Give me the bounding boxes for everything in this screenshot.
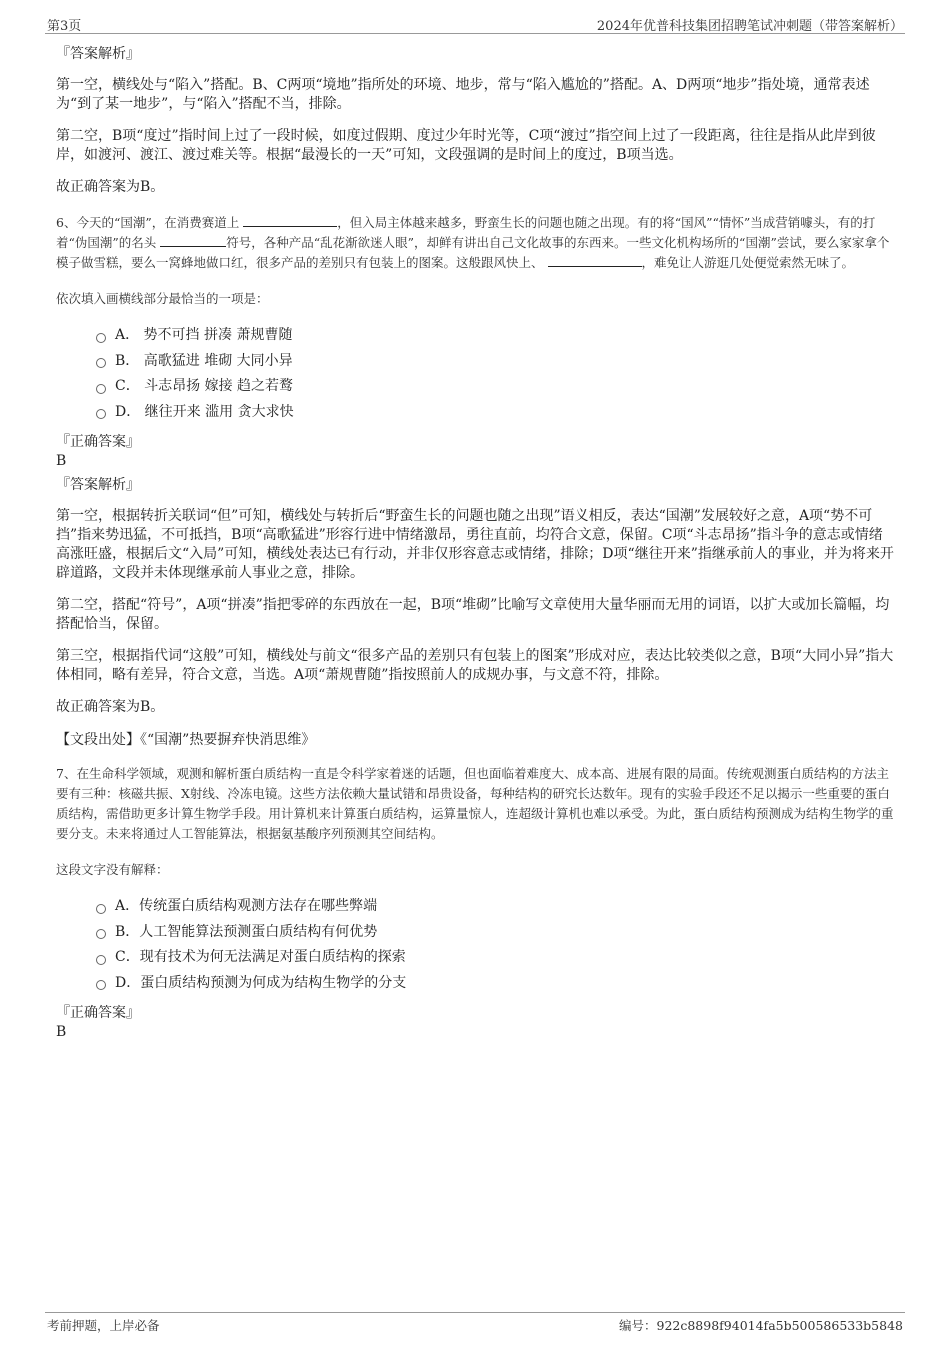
radio-icon[interactable]	[96, 384, 106, 394]
q7-option-a[interactable]: A．传统蛋白质结构观测方法存在哪些弊端	[96, 894, 896, 920]
radio-icon[interactable]	[96, 929, 106, 939]
q6-correct-answer: B	[56, 453, 67, 469]
radio-icon[interactable]	[96, 333, 106, 343]
q7-correct-answer: B	[56, 1024, 67, 1040]
footer-code: 编号：922c8898f94014fa5b500586533b5848	[619, 1318, 903, 1333]
q6-analysis-p1: 第一空，根据转折关联词“但”可知，横线处与转折后“野蛮生长的问题也随之出现”语义相反，表达“国潮”发展较好之意，A项“势不可挡”指来势迅猛，不可抵挡，B项“高歌猛进”形容行进中情绪激昂，勇往直前，均符合文意，保留。C项“斗志昂扬”指斗争的意志或情绪高涨旺盛，根据后文“入局”可知，横线处表达已有行动，并非仅形容意志或情绪，排除；D项“继往开来”指继承前人的事业，并为将来开辟道路，文段并未体现继承前人事业之意，排除。	[56, 508, 894, 581]
q6-prompt: 依次填入画横线部分最恰当的一项是：	[56, 291, 269, 306]
q5-conclusion: 故正确答案为B。	[56, 179, 165, 195]
q6-conclusion: 故正确答案为B。	[56, 699, 165, 715]
radio-icon[interactable]	[96, 980, 106, 990]
q6-option-a[interactable]: A． 势不可挡 拼凑 萧规曹随	[96, 323, 896, 349]
q6-correct-label: 『正确答案』	[56, 434, 140, 450]
q7-option-c[interactable]: C．现有技术为何无法满足对蛋白质结构的探索	[96, 945, 896, 971]
blank-2	[160, 235, 226, 247]
page-header	[45, 14, 905, 34]
q6-option-d[interactable]: D． 继往开来 滥用 贪大求快	[96, 400, 896, 426]
radio-icon[interactable]	[96, 955, 106, 965]
blank-3	[548, 255, 642, 267]
q5-analysis-p2: 第二空，B项“度过”指时间上过了一段时候，如度过假期、度过少年时光等，C项“渡过”指空间上过了一段距离，往往是指从此岸到彼岸，如渡河、渡江、渡过难关等。根据“最漫长的一天”可知，文段强调的是时间上的度过，B项当选。	[56, 128, 876, 163]
q6-analysis-p3: 第三空，根据指代词“这般”可知，横线处与前文“很多产品的差别只有包装上的图案”形成对应，表达比较类似之意，B项“大同小异”指大体相同，略有差异，符合文意，当选。A项“萧规曹随”指按照前人的成规办事，与文意不符，排除。	[56, 648, 894, 683]
q6-analysis-p2: 第二空，搭配“符号”，A项“拼凑”指把零碎的东西放在一起，B项“堆砌”比喻写文章使用大量华丽而无用的词语，以扩大或加长篇幅，均搭配恰当，保留。	[56, 597, 890, 632]
q6-source: 【文段出处】《“国潮”热要摒弃快消思维》	[56, 732, 316, 748]
q6-analysis-label: 『答案解析』	[56, 477, 140, 493]
q6-options	[96, 323, 896, 425]
q7-correct-label: 『正确答案』	[56, 1005, 140, 1021]
q6-question: 6、今天的“国潮”，在消费赛道上 ，但入局主体越来越多，野蛮生长的问题也随之出现。有的将“国风”“情怀”当成营销噱头，有的打着“伪国潮”的名头 符号，各种产品“乱花渐欲迷人眼”，却鲜有讲出自己文化故事的东西来。一些文化机构场所的“国潮”尝试，要么家家拿个模子做雪糕，要么一窝蜂地做口红，很多产品的差别只有包装上的图案。这般跟风快上、 ，难免让人游逛几处便觉索然无味了。	[56, 215, 890, 270]
q7-option-d[interactable]: D．蛋白质结构预测为何成为结构生物学的分支	[96, 971, 896, 997]
radio-icon[interactable]	[96, 409, 106, 419]
q7-question: 7、在生命科学领域，观测和解析蛋白质结构一直是令科学家着迷的话题，但也面临着难度大、成本高、进展有限的局面。传统观测蛋白质结构的方法主要有三种：核磁共振、X射线、冷冻电镜。这些方法依赖大量试错和昂贵设备，每种结构的研究长达数年。现有的实验手段还不足以揭示一些重要的蛋白质结构，需借助更多计算生物学手段。用计算机来计算蛋白质结构，运算量惊人，连超级计算机也难以承受。为此，蛋白质结构预测成为结构生物学的重要分支。未来将通过人工智能算法，根据氨基酸序列预测其空间结构。	[56, 766, 894, 841]
page-footer	[45, 1312, 905, 1334]
radio-icon[interactable]	[96, 358, 106, 368]
document-body	[56, 44, 896, 1046]
document-title: 2024年优普科技集团招聘笔试冲刺题（带答案解析）	[596, 19, 903, 34]
q5-analysis-p1: 第一空，横线处与“陷入”搭配。B、C两项“境地”指所处的环境、地步，常与“陷入尴尬的”搭配。A、D两项“地步”指处境，通常表述为“到了某一地步”，与“陷入”搭配不当，排除。	[56, 77, 870, 112]
footer-slogan: 考前押题，上岸必备	[47, 1318, 160, 1333]
q7-options	[96, 894, 896, 996]
q6-option-b[interactable]: B． 高歌猛进 堆砌 大同小异	[96, 349, 896, 375]
q7-option-b[interactable]: B．人工智能算法预测蛋白质结构有何优势	[96, 920, 896, 946]
q7-prompt: 这段文字没有解释：	[56, 862, 169, 877]
page-number: 第3页	[47, 19, 82, 34]
radio-icon[interactable]	[96, 904, 106, 914]
blank-1	[243, 215, 337, 227]
q6-option-c[interactable]: C． 斗志昂扬 嫁接 趋之若鹜	[96, 374, 896, 400]
q5-analysis-label: 『答案解析』	[56, 46, 140, 62]
